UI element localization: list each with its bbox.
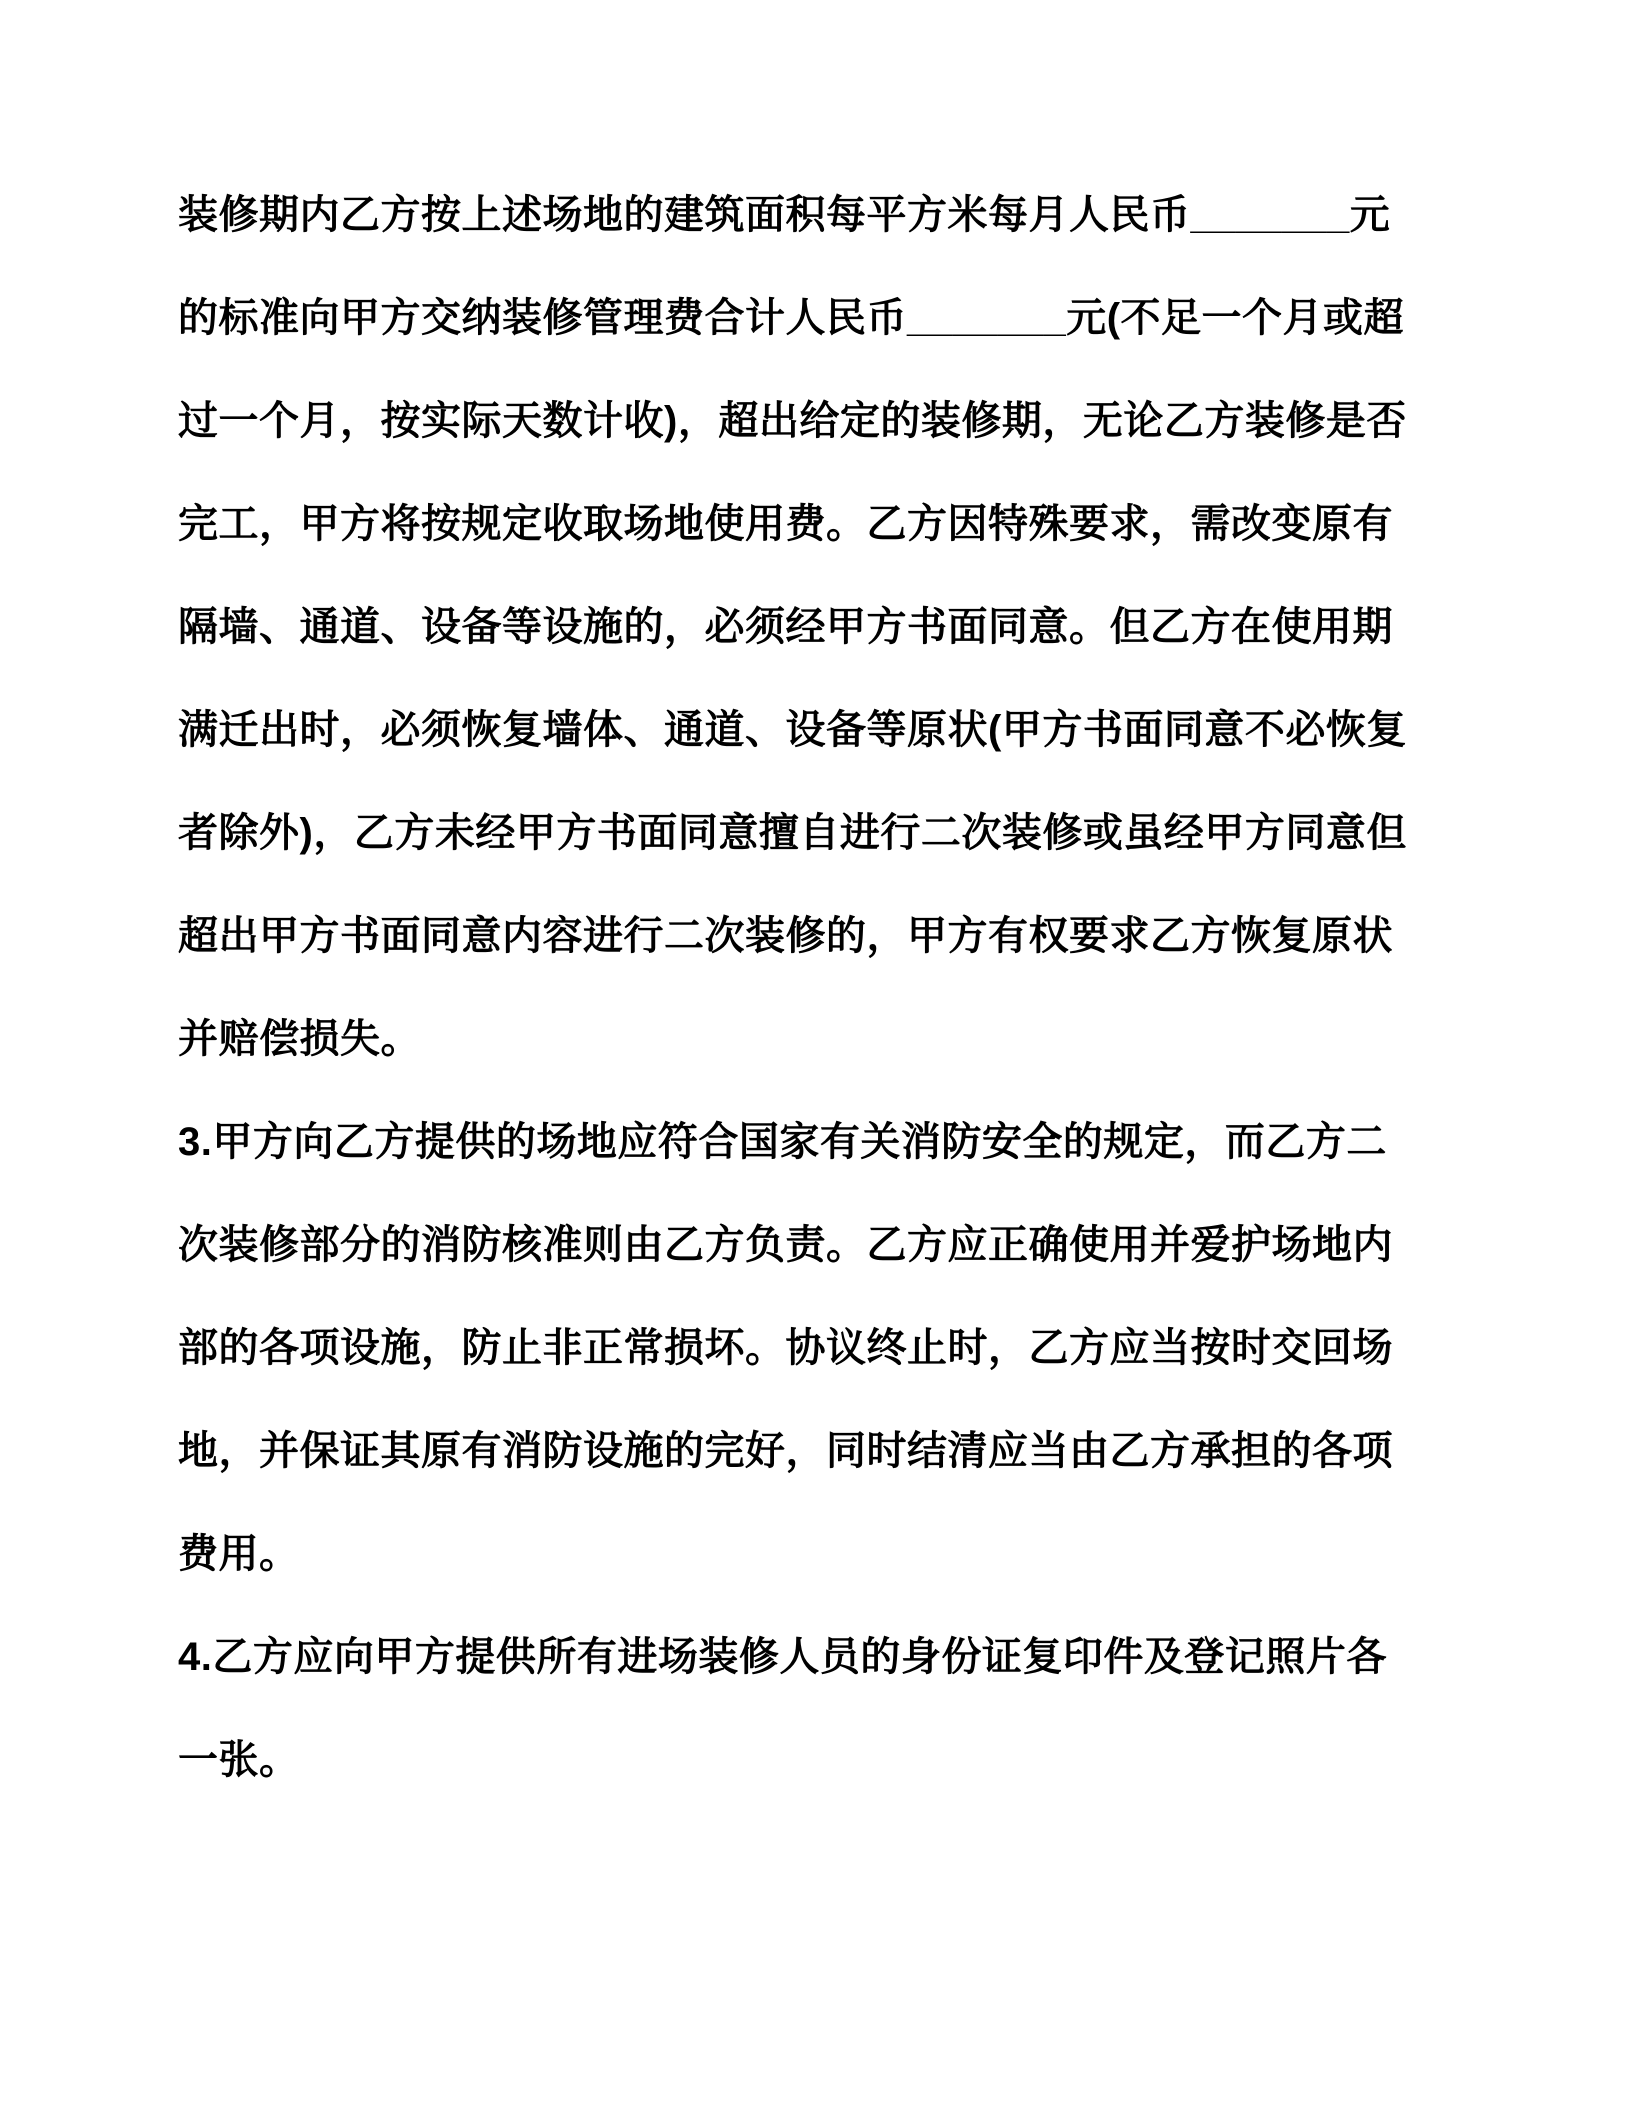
text-line: 超出甲方书面同意内容进行二次装修的，甲方有权要求乙方恢复原状 [178, 914, 1393, 958]
text-line: 一张。 [178, 1738, 300, 1782]
text-line: 部的各项设施，防止非正常损坏。协议终止时，乙方应当按时交回场 [178, 1326, 1393, 1370]
text-line: 满迁出时，必须恢复墙体、通道、设备等原状(甲方书面同意不必恢复 [178, 708, 1407, 752]
text-line: 3.甲方向乙方提供的场地应符合国家有关消防安全的规定，而乙方二 [178, 1120, 1387, 1164]
text-line: 者除外)，乙方未经甲方书面同意擅自进行二次装修或虽经甲方同意但 [178, 811, 1407, 855]
text-line: 隔墙、通道、设备等设施的，必须经甲方书面同意。但乙方在使用期 [178, 605, 1393, 649]
text-line: 并赔偿损失。 [178, 1017, 421, 1061]
text-line: 过一个月，按实际天数计收)，超出给定的装修期，无论乙方装修是否 [178, 399, 1407, 443]
text-line: 费用。 [178, 1532, 300, 1576]
text-line: 的标准向甲方交纳装修管理费合计人民币_______元(不足一个月或超 [178, 296, 1405, 340]
text-line: 完工，甲方将按规定收取场地使用费。乙方因特殊要求，需改变原有 [178, 502, 1393, 546]
text-line: 装修期内乙方按上述场地的建筑面积每平方米每月人民币_______元 [178, 193, 1391, 237]
text-line: 4.乙方应向甲方提供所有进场装修人员的身份证复印件及登记照片各 [178, 1635, 1387, 1679]
text-line: 次装修部分的消防核准则由乙方负责。乙方应正确使用并爱护场地内 [178, 1223, 1393, 1267]
document-body [178, 164, 1418, 1812]
text-line: 地，并保证其原有消防设施的完好，同时结清应当由乙方承担的各项 [178, 1429, 1393, 1473]
